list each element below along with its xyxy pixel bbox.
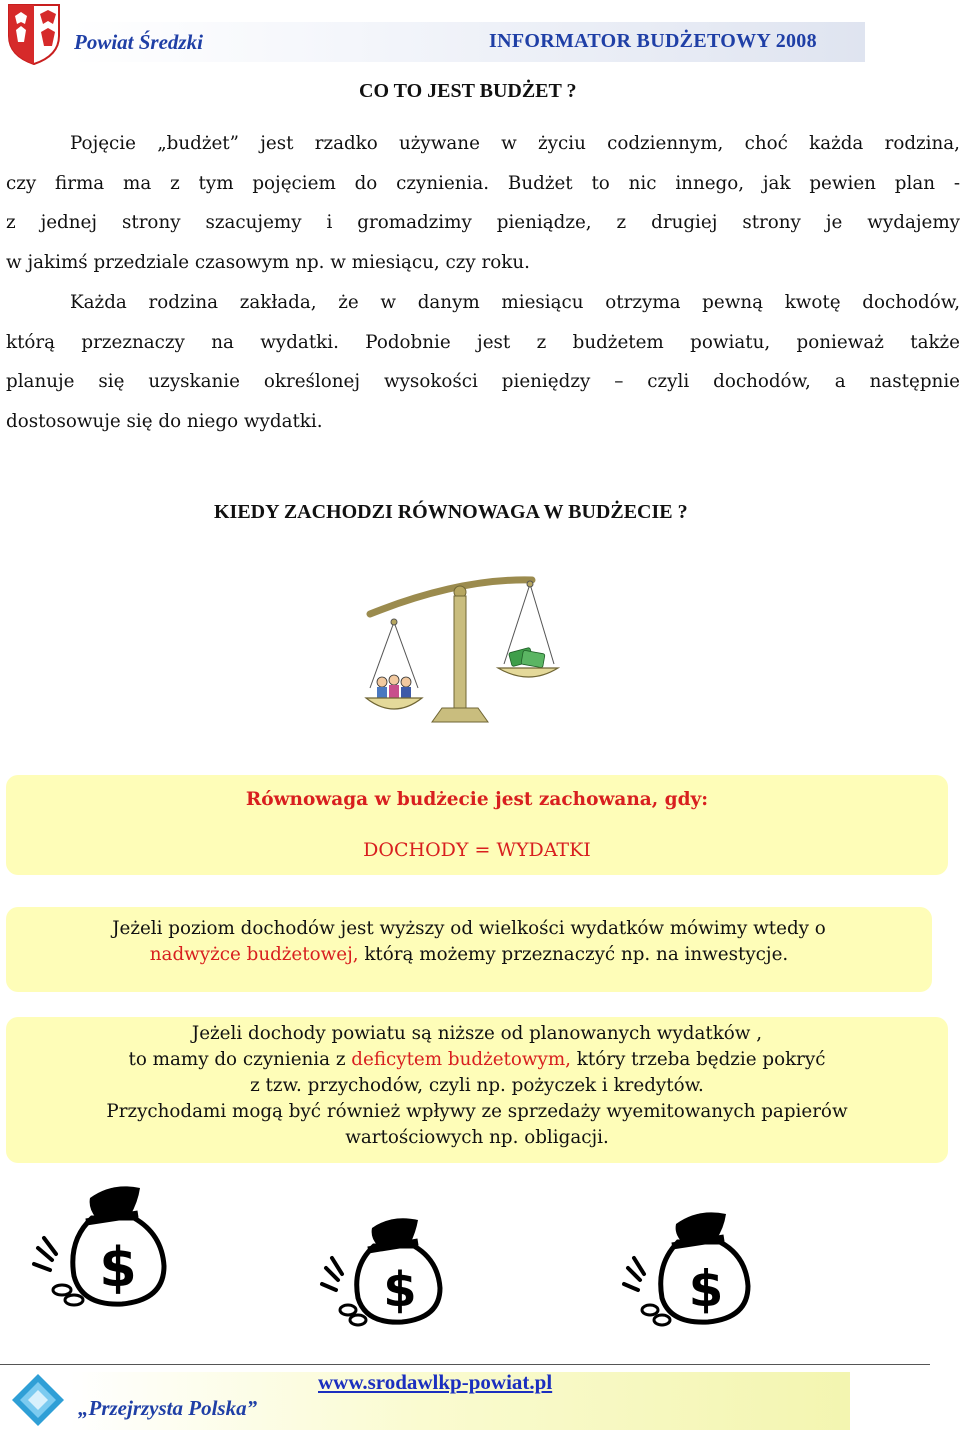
surplus-box: [6, 907, 932, 992]
surplus-term: nadwyżce budżetowej,: [149, 944, 359, 965]
diamond-logo-icon: [10, 1372, 66, 1428]
deficit-text-line-5: wartościowych np. obligacji.: [345, 1127, 609, 1148]
balance-condition-title: Równowaga w budżecie jest zachowana, gdy:: [245, 789, 709, 810]
balance-condition-box: [6, 775, 948, 875]
text-line: którą przeznaczy na wydatki. Podobnie jest z budżetem powiatu, ponieważ także: [6, 331, 960, 353]
deficit-text: [6, 1021, 948, 1151]
text-line: w jakimś przedziale czasowym np. w miesiącu, czy roku.: [6, 251, 530, 273]
intro-paragraph: [6, 124, 960, 282]
balance-formula: DOCHODY = WYDATKI: [363, 839, 591, 861]
surplus-text: [6, 916, 932, 968]
text-line: Każda rodzina zakłada, że w danym miesiącu otrzyma pewną kwotę dochodów,: [70, 292, 960, 313]
deficit-text-line-3: z tzw. przychodów, czyli np. pożyczek i kredytów.: [250, 1075, 704, 1096]
website-link[interactable]: www.srodawlkp-powiat.pl: [318, 1370, 553, 1394]
money-bag-icon: [318, 1212, 458, 1327]
deficit-box: [6, 1017, 948, 1163]
deficit-text-line-2b: który trzeba będzie pokryć: [571, 1049, 826, 1070]
text-line: Pojęcie „budżet” jest rzadko używane w życiu codziennym, choć każda rodzina,: [70, 133, 960, 154]
section-heading-budget-balance: KIEDY ZACHODZI RÓWNOWAGA W BUDŻECIE ?: [214, 501, 688, 523]
text-line: dostosowuje się do niego wydatki.: [6, 410, 323, 432]
section-heading-what-is-budget: CO TO JEST BUDŻET ?: [359, 80, 577, 102]
coat-of-arms-icon: [6, 2, 62, 66]
header-county-name: Powiat Średzki: [74, 30, 203, 54]
money-bag-icon: [620, 1206, 765, 1328]
footer-divider: [0, 1364, 930, 1365]
deficit-text-line-1: Jeżeli dochody powiatu są niższe od planowanych wydatków ,: [191, 1023, 763, 1044]
surplus-text-line-2: którą możemy przeznaczyć np. na inwestycje.: [358, 944, 789, 965]
surplus-text-line-1: Jeżeli poziom dochodów jest wyższy od wielkości wydatków mówimy wtedy o: [112, 918, 826, 939]
dollar-symbol: $: [688, 1260, 724, 1318]
family-budget-paragraph: [6, 283, 960, 441]
text-line: planuje się uzyskanie określonej wysokości pieniędzy – czyli dochodów, a następnie: [6, 371, 960, 393]
deficit-text-line-2a: to mamy do czynienia z: [128, 1049, 352, 1070]
deficit-text-line-4: Przychodami mogą być również wpływy ze sprzedaży wyemitowanych papierów: [106, 1101, 848, 1122]
footer-slogan: „Przejrzysta Polska”: [78, 1396, 258, 1420]
money-bag-icon: [30, 1178, 180, 1308]
text-line: z jednej strony szacujemy i gromadzimy pieniądze, z drugiej strony je wydajemy: [6, 212, 960, 234]
balance-scale-icon: [360, 570, 560, 745]
dollar-symbol: $: [383, 1262, 417, 1318]
text-line: czy firma ma z tym pojęciem do czynienia. Budżet to nic innego, jak pewien plan -: [6, 172, 960, 194]
header-publication-title: INFORMATOR BUDŻETOWY 2008: [489, 30, 817, 52]
dollar-symbol: $: [99, 1236, 137, 1299]
deficit-term: deficytem budżetowym,: [351, 1049, 571, 1070]
